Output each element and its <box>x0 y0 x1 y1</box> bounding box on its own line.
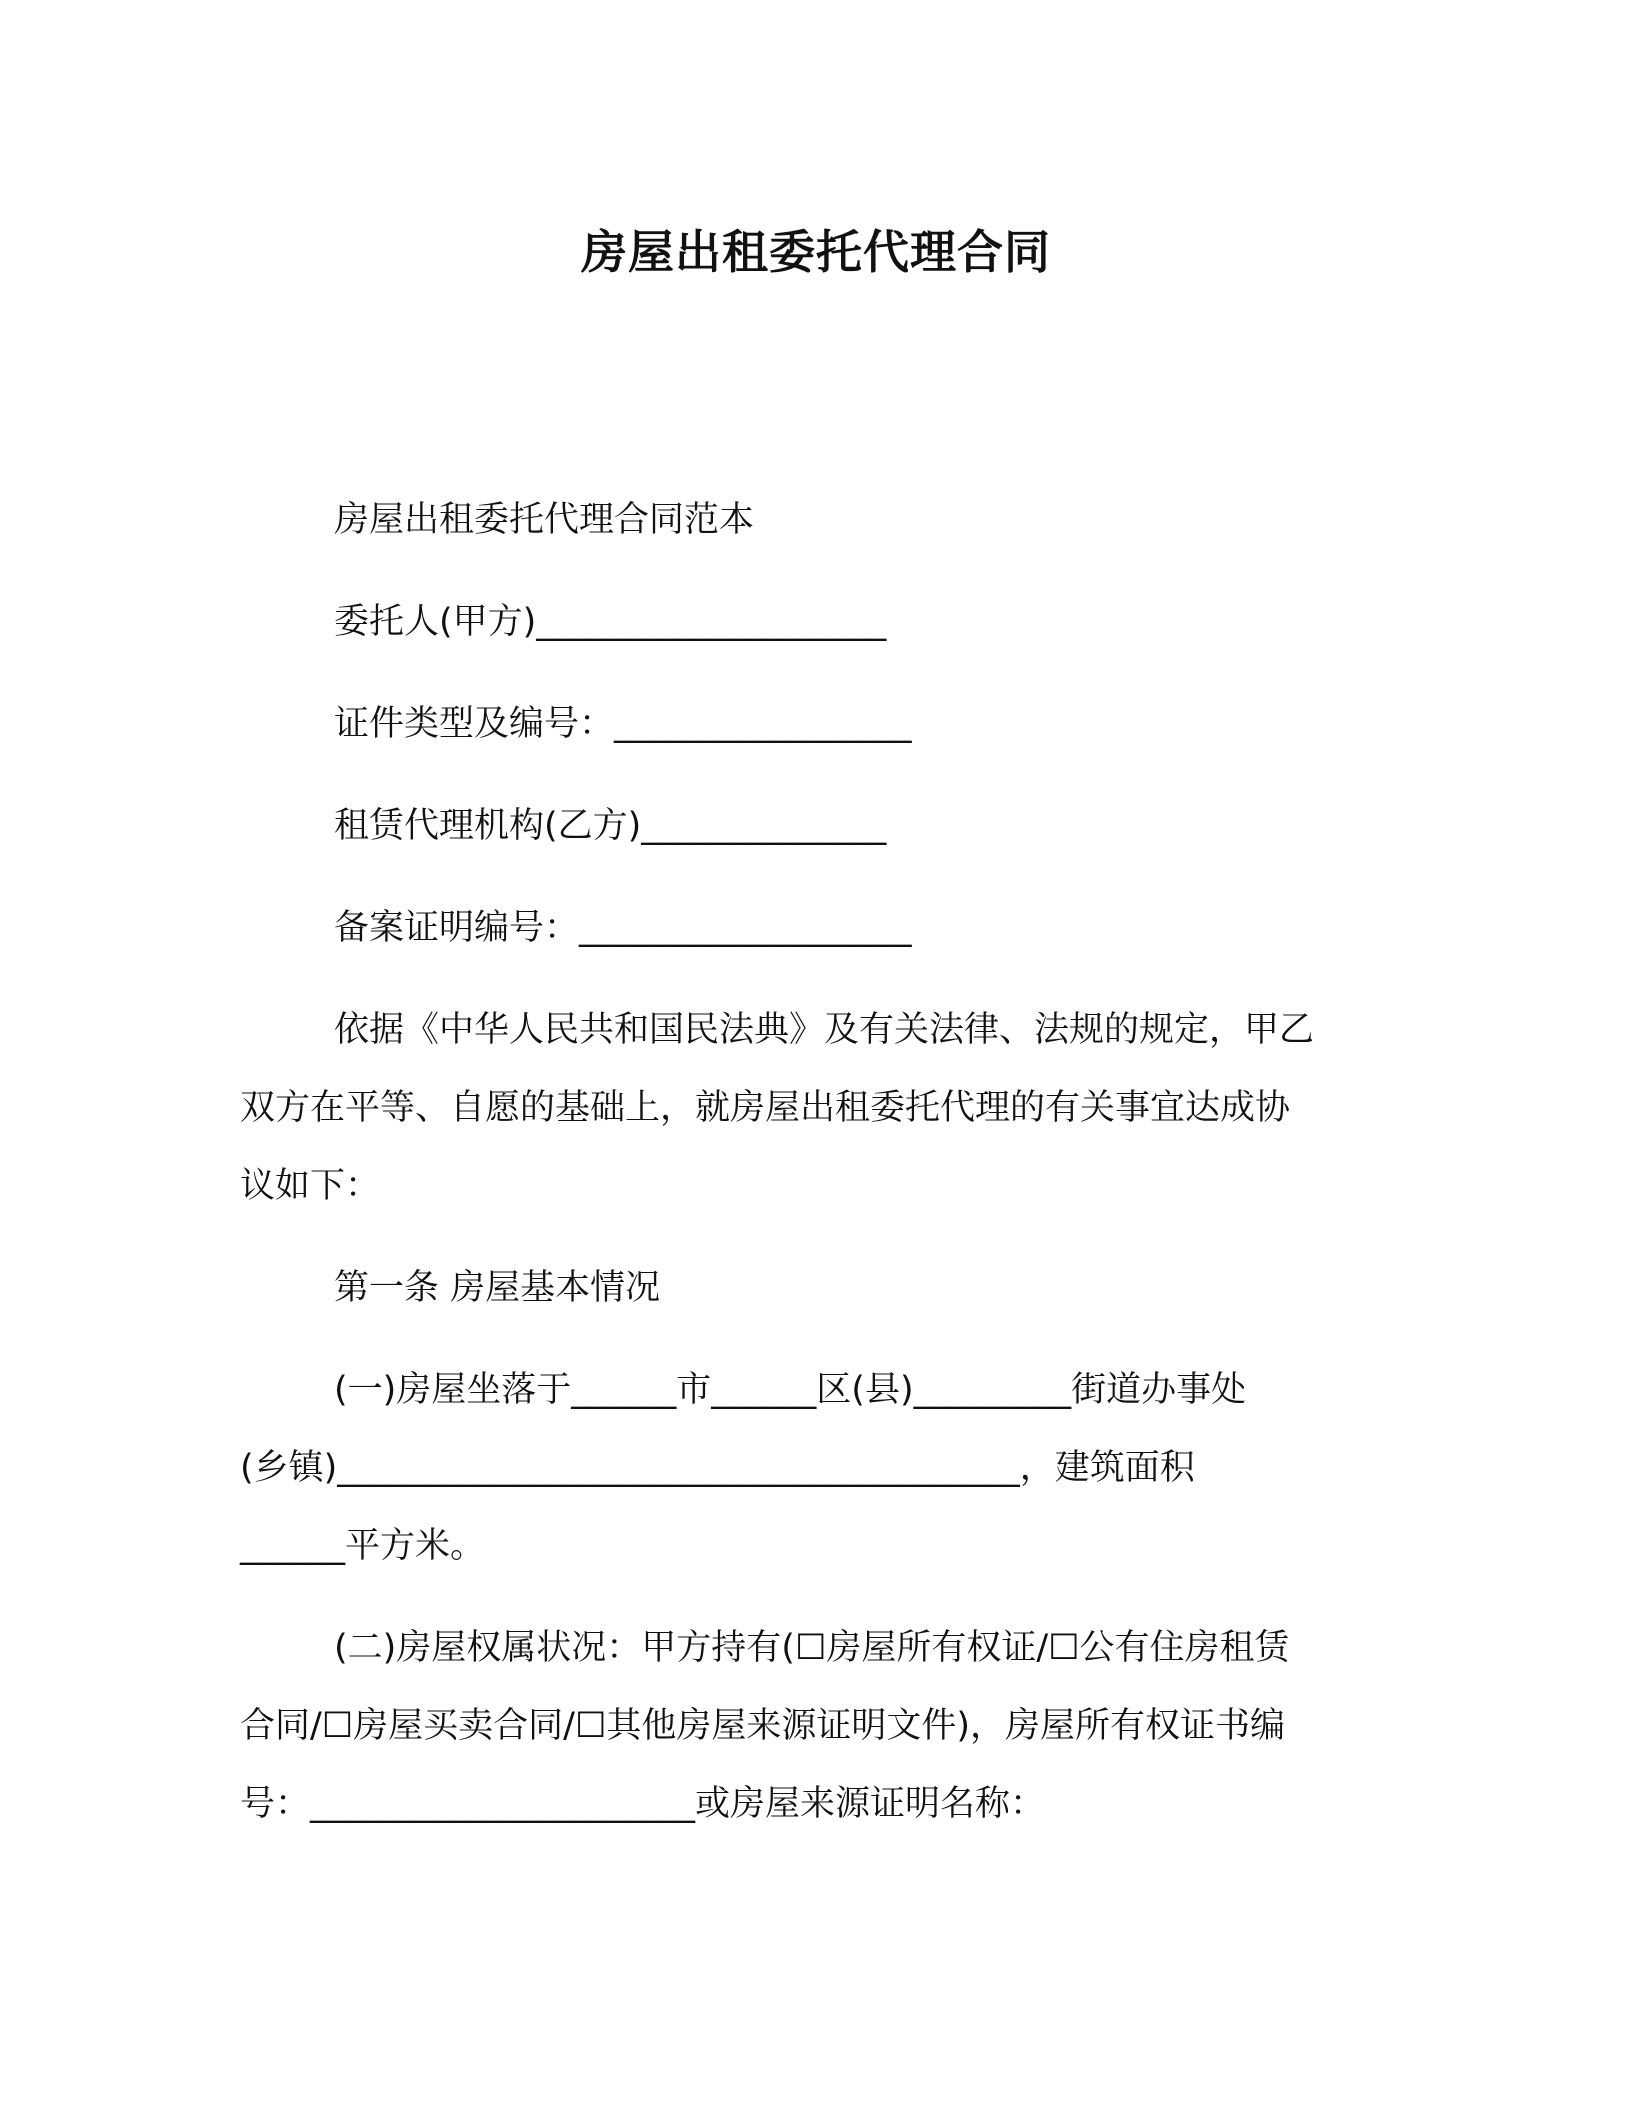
contract-template-heading: 房屋出租委托代理合同范本 <box>334 500 755 540</box>
id-type-field: 证件类型及编号：_________________ <box>334 704 912 744</box>
document-title: 房屋出租委托代理合同 <box>581 225 1051 279</box>
principal-field: 委托人(甲方)____________________ <box>334 602 887 642</box>
article-1-item-1-line-1: (一)房屋坐落于______市______区(县)_________街道办事处 <box>334 1370 1247 1410</box>
intro-line-3: 议如下： <box>240 1166 381 1206</box>
article-1-item-1-line-3: ______平方米。 <box>240 1526 486 1566</box>
filing-number-field: 备案证明编号：___________________ <box>334 908 912 948</box>
agency-field: 租赁代理机构(乙方)______________ <box>334 806 887 846</box>
article-1-item-2-line-3: 号：______________________或房屋来源证明名称： <box>240 1784 1046 1824</box>
article-1-item-1-line-2: (乡镇)_______________________________________，建筑面积 <box>240 1448 1195 1488</box>
article-1-item-2-line-2: 合同/☐房屋买卖合同/☐其他房屋来源证明文件)，房屋所有权证书编 <box>240 1706 1285 1746</box>
article-1-heading: 第一条 房屋基本情况 <box>334 1268 661 1308</box>
intro-line-2: 双方在平等、自愿的基础上，就房屋出租委托代理的有关事宜达成协 <box>240 1088 1291 1128</box>
intro-line-1: 依据《中华人民共和国民法典》及有关法律、法规的规定，甲乙 <box>334 1010 1315 1050</box>
article-1-item-2-line-1: (二)房屋权属状况：甲方持有(☐房屋所有权证/☐公有住房租赁 <box>334 1628 1290 1668</box>
